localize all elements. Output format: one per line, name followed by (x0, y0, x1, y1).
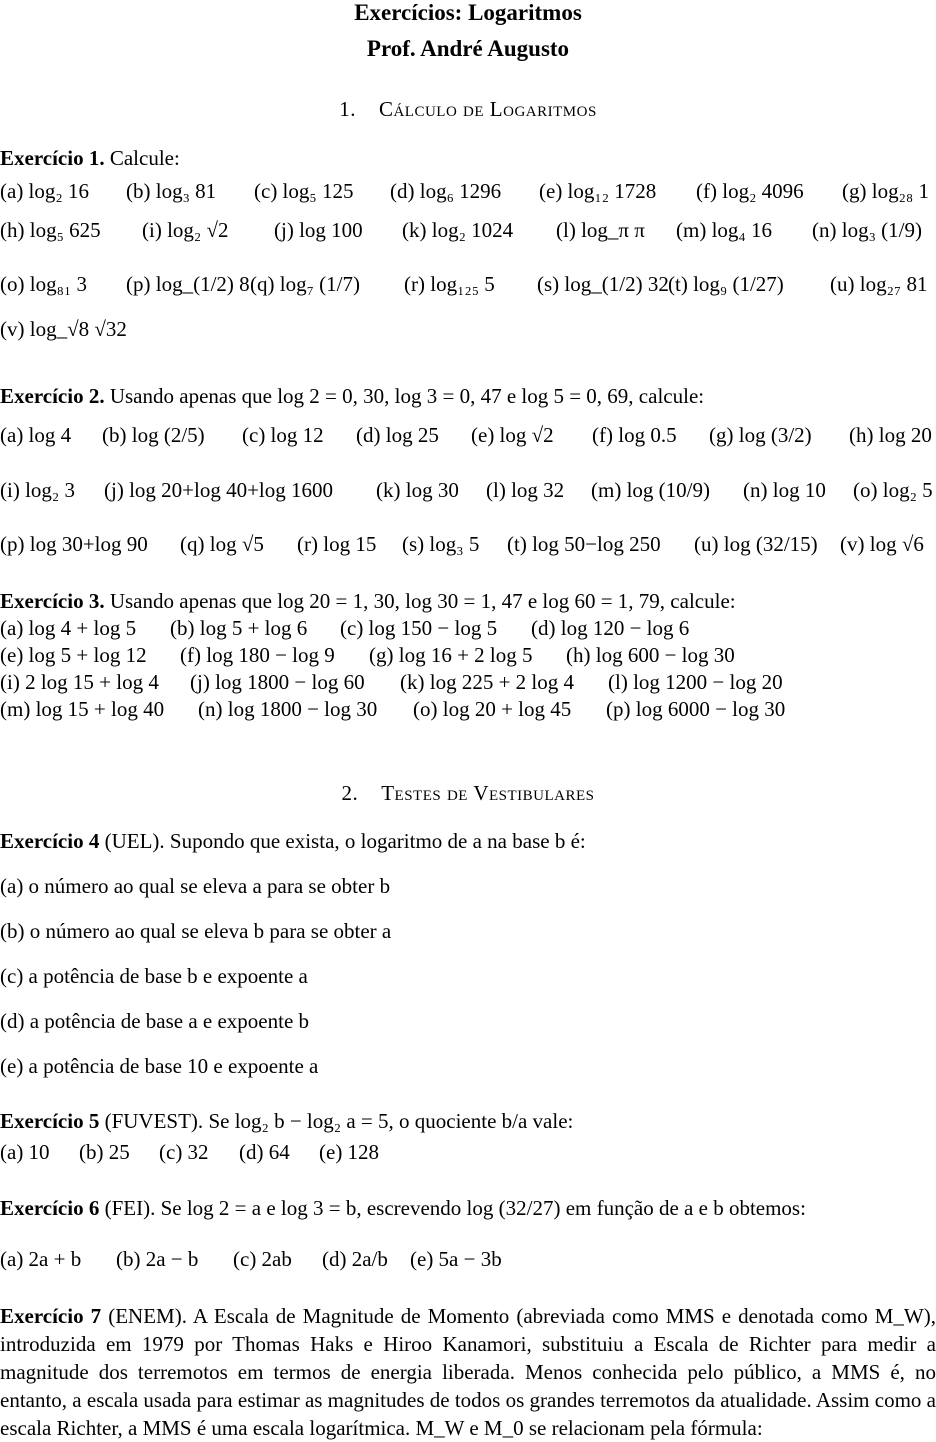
ex3-item-m: (m) log 15 + log 40 (0, 697, 165, 721)
ex6-option-b: (b) 2a − b (116, 1247, 199, 1271)
ex3-label: Exercício 3. (0, 589, 105, 613)
ex1-item-u: (u) log₂₇ 81 (830, 271, 928, 296)
ex2-item-b: (b) log (2/5) (102, 422, 205, 447)
ex5-source: (FUVEST). (104, 1109, 204, 1133)
ex3-row-3 (0, 670, 936, 697)
ex3-item-h: (h) log 600 − log 30 (566, 643, 735, 667)
ex1-label: Exercício 1. (0, 146, 105, 170)
ex4-heading (0, 829, 586, 854)
ex3-item-a: (a) log 4 + log 5 (0, 616, 137, 640)
ex2-row-3 (0, 519, 936, 569)
ex3-prompt: Usando apenas que log 20 = 1, 30, log 30 = 1, 47 e log 60 = 1, 79, calcule: (109, 589, 736, 613)
ex2-item-n: (n) log 10 (743, 477, 826, 502)
ex3-item-n: (n) log 1800 − log 30 (198, 697, 378, 721)
ex2-item-v: (v) log √6 (840, 531, 924, 556)
ex2-item-o: (o) log₂ 5 (853, 477, 933, 502)
ex7-paragraph (0, 1302, 936, 1442)
ex3-item-g: (g) log 16 + 2 log 5 (369, 643, 533, 667)
ex2-item-i: (i) log₂ 3 (0, 477, 75, 502)
ex1-item-o: (o) log₈₁ 3 (0, 271, 87, 296)
ex2-item-c: (c) log 12 (242, 422, 324, 447)
ex4-option-c: (c) a potência de base b e expoente a (0, 964, 308, 988)
ex1-item-h: (h) log₅ 625 (0, 217, 101, 242)
ex6-option-a: (a) 2a + b (0, 1247, 82, 1271)
ex2-item-k: (k) log 30 (376, 477, 459, 502)
section-2-title: Testes de Vestibulares (381, 781, 595, 805)
ex3-item-f: (f) log 180 − log 9 (180, 643, 335, 667)
ex3-row-1 (0, 616, 936, 643)
ex1-item-e: (e) log₁₂ 1728 (539, 178, 657, 203)
ex3-item-k: (k) log 225 + 2 log 4 (400, 670, 574, 694)
ex5-option-a: (a) 10 (0, 1140, 50, 1164)
ex7-text: A Escala de Magnitude de Momento (abreviada como MMS e denotada como M_W), introduzida em 1979 por Thomas Haks e Hiroo Kanamori, substituiu a Escala de Richter para medir a magnitude dos terremotos em termos de energia liberada. Menos conhecida pelo público, a MMS é, no entanto, a escala usada para estimar as magnitudes de todos os grandes terremotos da atualidade. Assim como a escala Richter, a MMS é uma escala logarítmica. M_W e M_0 se relacionam pela fórmula: (0, 1304, 936, 1440)
ex4-prompt: Supondo que exista, o logaritmo de a na base b é: (169, 829, 586, 853)
ex1-item-b: (b) log₃ 81 (126, 178, 217, 203)
ex2-item-m: (m) log (10/9) (591, 477, 710, 502)
ex2-item-h: (h) log 20 (849, 422, 932, 447)
ex4-option-a: (a) o número ao qual se eleva a para se obter b (0, 874, 391, 898)
ex2-row-2 (0, 465, 936, 515)
ex5-option-c: (c) 32 (159, 1140, 209, 1164)
ex2-item-a: (a) log 4 (0, 422, 72, 447)
ex1-item-j: (j) log 100 (274, 217, 363, 242)
ex2-item-q: (q) log √5 (180, 531, 264, 556)
ex1-item-r: (r) log₁₂₅ 5 (404, 271, 495, 296)
ex2-item-u: (u) log (32/15) (694, 531, 818, 556)
ex1-item-v: (v) log_√8 √32 (0, 316, 127, 341)
ex2-label: Exercício 2. (0, 384, 105, 408)
ex3-item-o: (o) log 20 + log 45 (413, 697, 572, 721)
ex2-item-l: (l) log 32 (486, 477, 565, 502)
ex5-heading (0, 1109, 573, 1134)
ex3-item-e: (e) log 5 + log 12 (0, 643, 147, 667)
ex2-item-e: (e) log √2 (471, 422, 554, 447)
ex2-item-r: (r) log 15 (297, 531, 377, 556)
ex1-item-a: (a) log₂ 16 (0, 178, 89, 203)
ex2-item-g: (g) log (3/2) (709, 422, 812, 447)
ex1-item-s: (s) log_(1/2) 32 (537, 271, 669, 296)
ex5-label: Exercício 5 (0, 1109, 100, 1133)
ex6-heading (0, 1196, 806, 1221)
ex3-item-c: (c) log 150 − log 5 (340, 616, 498, 640)
ex6-option-d: (d) 2a/b (322, 1247, 388, 1271)
ex2-item-j: (j) log 20+log 40+log 1600 (104, 477, 334, 502)
ex7-label: Exercício 7 (0, 1304, 102, 1328)
ex1-item-g: (g) log₂₈ 1 (842, 178, 929, 203)
ex2-item-d: (d) log 25 (356, 422, 439, 447)
ex1-item-n: (n) log₃ (1/9) (812, 217, 922, 242)
ex1-item-p: (p) log_(1/2) 8 (126, 271, 250, 296)
ex1-row-3 (0, 259, 936, 309)
ex4-source: (UEL). (104, 829, 165, 853)
ex3-item-b: (b) log 5 + log 6 (170, 616, 308, 640)
ex1-item-k: (k) log₂ 1024 (402, 217, 514, 242)
ex3-row-2 (0, 643, 936, 670)
ex3-item-l: (l) log 1200 − log 20 (608, 670, 783, 694)
ex1-item-l: (l) log_π π (556, 217, 645, 242)
ex3-item-i: (i) 2 log 15 + log 4 (0, 670, 159, 694)
document-author: Prof. André Augusto (366, 36, 570, 61)
section-2-heading (0, 781, 936, 806)
ex1-row-2 (0, 205, 936, 255)
ex3-item-j: (j) log 1800 − log 60 (190, 670, 365, 694)
ex6-option-e: (e) 5a − 3b (410, 1247, 502, 1271)
ex3-row-4 (0, 697, 936, 724)
ex1-item-q: (q) log₇ (1/7) (250, 271, 360, 296)
ex1-item-c: (c) log₅ 125 (254, 178, 354, 203)
ex4-option-b: (b) o número ao qual se eleva b para se obter a (0, 919, 392, 943)
ex5-prompt: Se log₂ b − log₂ a = 5, o quociente b/a vale: (208, 1109, 574, 1133)
ex7-source: (ENEM). (108, 1304, 187, 1328)
ex1-row-4 (0, 304, 936, 354)
ex6-label: Exercício 6 (0, 1196, 100, 1220)
ex5-option-e: (e) 128 (319, 1140, 380, 1164)
section-1-heading (0, 97, 936, 122)
ex2-row-1 (0, 410, 936, 460)
ex2-prompt: Usando apenas que log 2 = 0, 30, log 3 = 0, 47 e log 5 = 0, 69, calcule: (109, 384, 705, 408)
ex1-item-i: (i) log₂ √2 (142, 217, 229, 242)
ex1-item-m: (m) log₄ 16 (676, 217, 772, 242)
ex2-item-s: (s) log₃ 5 (402, 531, 480, 556)
ex5-option-b: (b) 25 (79, 1140, 130, 1164)
ex2-item-p: (p) log 30+log 90 (0, 531, 148, 556)
ex1-item-d: (d) log₆ 1296 (390, 178, 502, 203)
ex3-item-d: (d) log 120 − log 6 (531, 616, 690, 640)
ex5-option-d: (d) 64 (239, 1140, 290, 1164)
ex3-heading (0, 589, 736, 614)
ex4-option-e: (e) a potência de base 10 e expoente a (0, 1054, 319, 1078)
ex4-label: Exercício 4 (0, 829, 100, 853)
section-1-number: 1. (339, 97, 356, 121)
ex6-source: (FEI). (104, 1196, 156, 1220)
ex1-item-t: (t) log₉ (1/27) (668, 271, 784, 296)
ex6-options (0, 1247, 936, 1274)
ex4-option-d: (d) a potência de base a e expoente b (0, 1009, 310, 1033)
ex1-item-f: (f) log₂ 4096 (696, 178, 804, 203)
ex6-option-c: (c) 2ab (233, 1247, 292, 1271)
section-1-title: Cálculo de Logaritmos (378, 97, 597, 121)
ex5-options (0, 1140, 936, 1167)
ex6-prompt: Se log 2 = a e log 3 = b, escrevendo log (32/27) em função de a e b obtemos: (160, 1196, 806, 1220)
ex1-prompt: Calcule: (109, 146, 180, 170)
ex2-heading (0, 384, 704, 409)
ex2-item-f: (f) log 0.5 (592, 422, 677, 447)
ex3-item-p: (p) log 6000 − log 30 (606, 697, 786, 721)
document-title: Exercícios: Logaritmos (354, 0, 582, 25)
section-2-number: 2. (341, 781, 359, 805)
ex2-item-t: (t) log 50−log 250 (507, 531, 661, 556)
